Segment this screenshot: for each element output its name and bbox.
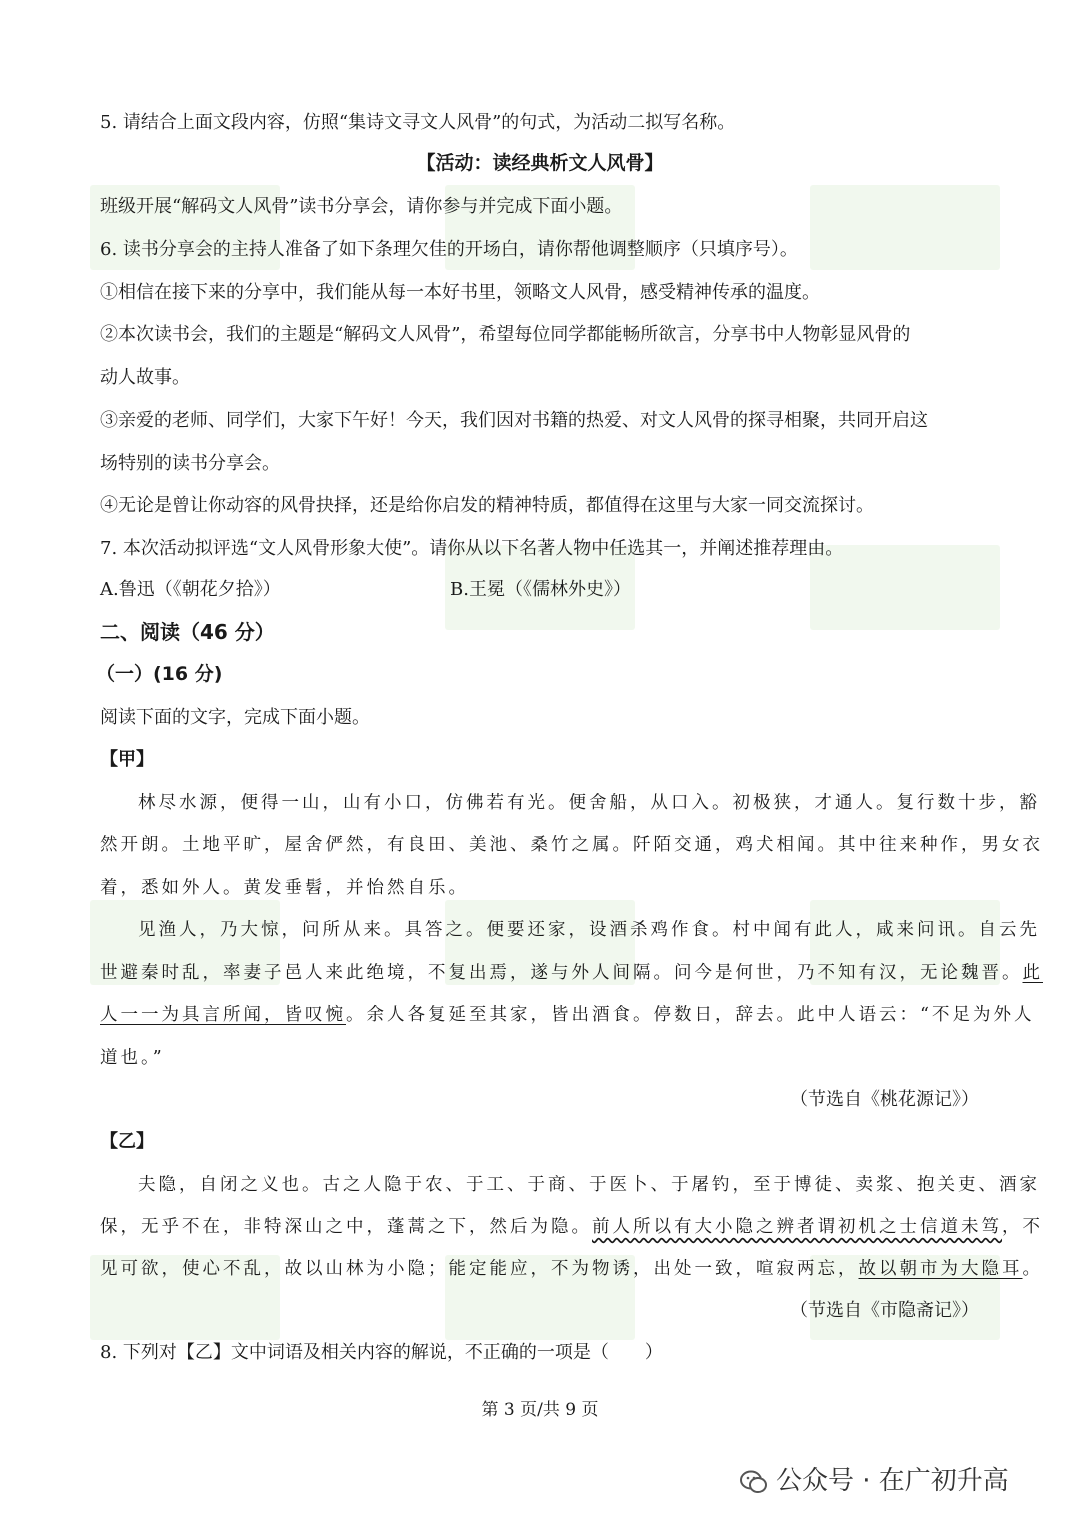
option-b: B.王冕（《儒林外史》） [450,579,631,600]
option-a: A.鲁迅（《朝花夕拾》） [100,579,281,600]
passage-text: 保，无乎不在，非特深山之中，蓬蒿之下，然后为隐。 [100,1217,592,1237]
footer-text: 公众号 · 在广初升高 [776,1466,1009,1496]
sentence-1: ①相信在接下来的分享中，我们能从每一本好书里，领略文人风骨，感受精神传承的温度。 [100,282,820,303]
wechat-footer [740,1460,1009,1497]
sentence-2-cont: 动人故事。 [100,367,190,388]
watermark [810,185,1000,270]
wavy-underlined-text: 前人所以有大小隐之辨者谓初机之士信道未笃 [592,1217,1002,1237]
question-7: 7. 本次活动拟评选“文人风骨形象大使”。请你从以下名著人物中任选其一，并阐述推荐理由。 [100,538,844,559]
passage-line [100,1257,1043,1281]
passage-line [100,961,1043,985]
sentence-3-cont: 场特别的读书分享会。 [100,453,280,474]
passage-line: 夫隐，自闭之义也。古之人隐于农、于工、于商、于医卜、于屠钓，至于博徒、卖浆、抱关吏、酒家 [138,1175,1040,1195]
activity-intro: 班级开展“解码文人风骨”读书分享会，请你参与并完成下面小题。 [100,196,623,217]
passage-text: 。 [1022,1259,1043,1279]
source-citation: （节选自《市隐斋记》） [790,1300,979,1321]
passage-text: 世避秦时乱，率妻子邑人来此绝境，不复出焉，遂与外人间隔。问今是何世，乃不知有汉，无论魏晋。 [100,963,1023,983]
passage-text: 。余人各复延至其家，皆出酒食。停数日，辞去。此中人语云：“不足为外人 [346,1005,1035,1025]
underlined-text: 此 [1022,963,1043,983]
passage-line: 道也。” [100,1048,165,1068]
page-number: 第 3 页/共 9 页 [481,1400,599,1420]
underlined-text: 故以朝市为大隐耳 [858,1259,1023,1279]
question-6: 6. 读书分享会的主持人准备了如下条理欠佳的开场白，请你帮他调整顺序（只填序号）。 [100,239,798,260]
passage-line: 然开朗。土地平旷，屋舍俨然，有良田、美池、桑竹之属。阡陌交通，鸡犬相闻。其中往来种作，男女衣 [100,835,1043,855]
wechat-icon [740,1469,768,1495]
section-heading: 二、阅读（46 分） [100,620,275,644]
passage-line: 着，悉如外人。黄发垂髫，并怡然自乐。 [100,878,469,898]
sentence-3: ③亲爱的老师、同学们，大家下午好！今天，我们因对书籍的热爱、对文人风骨的探寻相聚，共同开启这 [100,410,928,431]
passage-line [100,1215,1043,1239]
activity-title: 【活动：读经典析文人风骨】 [416,152,664,174]
question-5: 5. 请结合上面文段内容，仿照“集诗文寻文人风骨”的句式，为活动二拟写名称。 [100,112,736,133]
sentence-4: ④无论是曾让你动容的风骨抉择，还是给你启发的精神特质，都值得在这里与大家一同交流探讨。 [100,495,874,516]
source-citation: （节选自《桃花源记》） [790,1089,979,1110]
question-8: 8. 下列对【乙】文中词语及相关内容的解说，不正确的一项是（ ） [100,1342,663,1363]
passage-yi-label: 【乙】 [100,1131,154,1152]
reading-intro: 阅读下面的文字，完成下面小题。 [100,707,370,728]
passage-line [100,1003,1035,1027]
passage-line: 林尽水源，便得一山，山有小口，仿佛若有光。便舍船，从口入。初极狭，才通人。复行数十步，豁 [138,793,1040,813]
passage-text: ，不 [1002,1217,1043,1237]
sentence-2: ②本次读书会，我们的主题是“解码文人风骨”，希望每位同学都能畅所欲言，分享书中人物彰显风骨的 [100,324,911,345]
underlined-text: 人一一为具言所闻，皆叹惋 [100,1005,346,1025]
passage-line: 见渔人，乃大惊，问所从来。具答之。便要还家，设酒杀鸡作食。村中闻有此人，咸来问讯。自云先 [138,920,1040,940]
passage-jia-label: 【甲】 [100,749,154,770]
part-heading: （一）(16 分) [96,663,223,685]
passage-text: 见可欲，使心不乱，故以山林为小隐；能定能应，不为物诱，出处一致，喧寂两忘， [100,1259,859,1279]
